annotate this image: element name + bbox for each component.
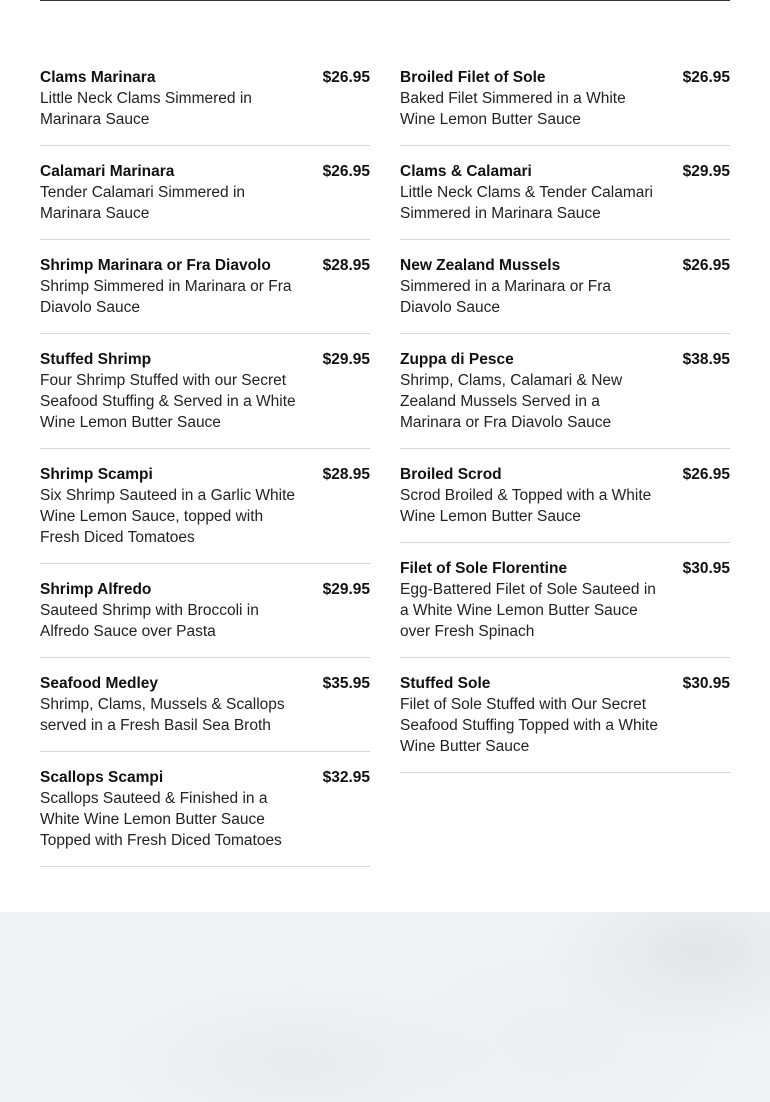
item-price: $29.95	[322, 581, 370, 598]
item-name: Calamari Marinara	[40, 163, 175, 180]
menu-item	[40, 673, 370, 752]
menu-item	[40, 579, 370, 658]
item-name: Scallops Scampi	[40, 769, 164, 786]
item-description: Little Neck Clams Simmered in Marinara Sauce	[40, 90, 252, 128]
item-name: Shrimp Marinara or Fra Diavolo	[40, 257, 271, 274]
item-name: Shrimp Scampi	[40, 466, 153, 483]
item-name: New Zealand Mussels	[400, 257, 561, 274]
item-price: $32.95	[322, 769, 370, 786]
menu-item	[400, 558, 730, 658]
item-name: Stuffed Sole	[400, 675, 491, 692]
item-name: Zuppa di Pesce	[400, 351, 514, 368]
item-description: Simmered in a Marinara or Fra Diavolo Sauce	[400, 278, 612, 316]
menu-item	[40, 464, 370, 564]
item-description: Shrimp, Clams, Mussels & Scallops served in a Fresh Basil Sea Broth	[40, 696, 285, 734]
item-price: $26.95	[322, 69, 370, 86]
item-price: $35.95	[322, 675, 370, 692]
menu-item	[400, 255, 730, 334]
item-price: $28.95	[322, 466, 370, 483]
menu-item	[400, 161, 730, 240]
menu-item	[40, 767, 370, 867]
footer-background	[0, 912, 770, 1102]
item-description: Scallops Sauteed & Finished in a White Wine Lemon Butter Sauce Topped with Fresh Diced Tomatoes	[40, 790, 282, 849]
menu-item	[40, 349, 370, 449]
item-description: Sauteed Shrimp with Broccoli in Alfredo Sauce over Pasta	[40, 602, 259, 640]
item-name: Broiled Filet of Sole	[400, 69, 546, 86]
menu-columns	[40, 67, 730, 882]
item-description: Egg-Battered Filet of Sole Sauteed in a White Wine Lemon Butter Sauce over Fresh Spinach	[400, 581, 656, 640]
item-price: $38.95	[682, 351, 730, 368]
item-description: Scrod Broiled & Topped with a White Wine Lemon Butter Sauce	[400, 487, 652, 525]
item-name: Stuffed Shrimp	[40, 351, 152, 368]
item-description: Shrimp, Clams, Calamari & New Zealand Mussels Served in a Marinara or Fra Diavolo Sauce	[400, 372, 623, 431]
menu-item	[400, 464, 730, 543]
menu-column-left	[40, 67, 370, 882]
item-price: $28.95	[322, 257, 370, 274]
menu-item	[40, 67, 370, 146]
item-price: $26.95	[682, 69, 730, 86]
menu-item	[40, 161, 370, 240]
item-price: $30.95	[682, 560, 730, 577]
item-price: $29.95	[322, 351, 370, 368]
item-name: Shrimp Alfredo	[40, 581, 152, 598]
item-price: $29.95	[682, 163, 730, 180]
item-description: Four Shrimp Stuffed with our Secret Seafood Stuffing & Served in a White Wine Lemon Butter Sauce	[40, 372, 296, 431]
item-price: $30.95	[682, 675, 730, 692]
menu-item	[400, 673, 730, 773]
item-name: Clams Marinara	[40, 69, 156, 86]
item-description: Filet of Sole Stuffed with Our Secret Seafood Stuffing Topped with a White Wine Butter Sauce	[400, 696, 658, 755]
item-price: $26.95	[682, 466, 730, 483]
menu-item	[400, 349, 730, 449]
item-description: Little Neck Clams & Tender Calamari Simmered in Marinara Sauce	[400, 184, 653, 222]
item-description: Baked Filet Simmered in a White Wine Lemon Butter Sauce	[400, 90, 626, 128]
item-description: Six Shrimp Sauteed in a Garlic White Wine Lemon Sauce, topped with Fresh Diced Tomatoes	[40, 487, 295, 546]
top-divider	[40, 0, 730, 1]
menu-column-right	[400, 67, 730, 882]
item-description: Shrimp Simmered in Marinara or Fra Diavolo Sauce	[40, 278, 292, 316]
item-price: $26.95	[322, 163, 370, 180]
menu-item	[40, 255, 370, 334]
menu-item	[400, 67, 730, 146]
item-description: Tender Calamari Simmered in Marinara Sauce	[40, 184, 246, 222]
item-name: Broiled Scrod	[400, 466, 502, 483]
item-name: Clams & Calamari	[400, 163, 532, 180]
item-name: Filet of Sole Florentine	[400, 560, 568, 577]
item-name: Seafood Medley	[40, 675, 158, 692]
item-price: $26.95	[682, 257, 730, 274]
